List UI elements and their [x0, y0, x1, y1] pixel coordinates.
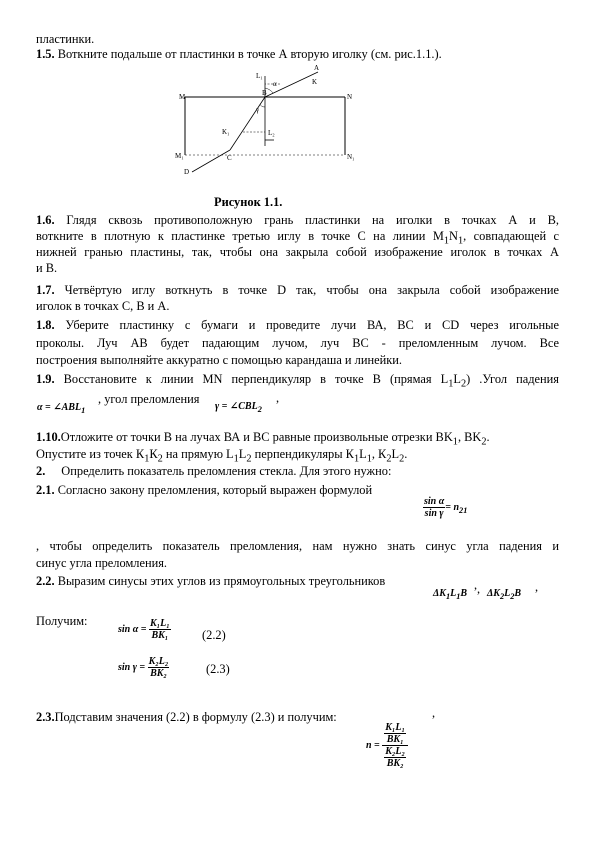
- paragraph-2-2: 2.2. Выразим синусы этих углов из прямоугольных треугольников: [36, 574, 386, 588]
- label-D: D: [184, 168, 190, 176]
- formula-snell: $\frac{\text{sin α}}{\text{sin γ}}$ = $n_{21}$: [424, 496, 468, 519]
- figure-caption: Рисунок 1.1.: [214, 195, 283, 209]
- paragraph-1-7-line-1: 1.7. Четвёртую иглу воткнуть в точке D так, чтобы она закрыла собой изображение: [36, 283, 559, 297]
- text-refraction-angle: , угол преломления: [98, 392, 200, 406]
- paragraph-2-1-line-2: , чтобы определить показатель преломления, нам нужно знать синус угла падения и: [36, 539, 559, 553]
- label-C: C: [227, 154, 232, 162]
- refracted-ray: [230, 97, 265, 150]
- label-L1: L₁: [256, 72, 263, 80]
- equation-number-2-3: (2.3): [206, 662, 230, 676]
- formula-gamma-def: $\gamma = \angle CBL_2$: [215, 401, 262, 414]
- label-K: K: [312, 78, 318, 86]
- paragraph-2-3: 2.3.Подставим значения (2.2) в формулу (2.3) и получим:: [36, 710, 337, 724]
- emergent-ray: [192, 150, 230, 172]
- label-N1: N₁: [347, 153, 355, 161]
- formula-sin-alpha: sin α = $\frac{\text{K₁L₁}}{\text{BK₁}}$: [118, 618, 170, 641]
- paragraph-1-7-line-2: иголок в точках С, В и А.: [36, 299, 170, 313]
- formula-triangle-1: $\Delta K_1L_1B$: [433, 588, 468, 601]
- label-L2: L₂: [268, 129, 275, 137]
- paragraph-1-8-line-2: проколы. Луч АВ будет падающим лучом, луч ВС - преломленным лучом. Все: [36, 336, 559, 350]
- paragraph-1-6-line-2: воткните в плотную к пластинке третью иглу в точке С на линии $М_1N_1$, совпадающей с: [36, 229, 560, 247]
- paragraph-2-1-line-1: 2.1. Согласно закону преломления, который выражен формулой: [36, 483, 373, 497]
- label-gamma: γ: [256, 106, 260, 114]
- figure-1-1: [170, 64, 360, 182]
- section-2: 2. Определить показатель преломления стекла. Для этого нужно:: [36, 464, 392, 478]
- comma: ,: [535, 580, 539, 594]
- paragraph-1-6-line-1: 1.6. Глядя сквозь противоположную грань пластинки на иголки в точках А и В,: [36, 213, 559, 227]
- text-line: пластинки.: [36, 32, 95, 46]
- paragraph-1-8-line-1: 1.8. Уберите пластинку с бумаги и проведите лучи ВА, ВС и CD через игольные: [36, 318, 559, 332]
- equation-number-2-2: (2.2): [202, 628, 226, 642]
- angle-gamma-arc: [260, 104, 265, 107]
- paragraph-1-10-line-2: Опустите из точек $К_1К_2$ на прямую $L_1L_2$ перпендикуляры $К_1L_1$, $К_2L_2$.: [36, 447, 408, 465]
- formula-triangle-2: $\Delta K_2L_2B$: [487, 588, 522, 601]
- label-N: N: [347, 93, 353, 101]
- paragraph-1-5: 1.5. Воткните подальше от пластинки в точке А вторую иголку (см. рис.1.1.).: [36, 47, 442, 61]
- label-B: B: [262, 89, 267, 97]
- label-A: A: [314, 64, 320, 72]
- label-K1: K₁: [222, 128, 230, 136]
- comma: ,: [432, 706, 436, 720]
- formula-sin-gamma: sin γ = $\frac{\text{K₂L₂}}{\text{BK₂}}$: [118, 656, 169, 679]
- text-got: Получим:: [36, 614, 88, 628]
- comma: ,: [477, 582, 481, 596]
- label-M: M: [179, 93, 186, 101]
- formula-alpha-def: $\alpha = \angle ABL_1$: [37, 402, 86, 415]
- comma: ,: [474, 578, 478, 592]
- label-alpha: α: [273, 80, 277, 88]
- formula-n: n = $\frac{\frac{\text{K₁L₁}}{\text{BK₁}}}{\frac{\text{K₂L₂}}{\text{BK₂}}}$: [366, 722, 408, 769]
- paragraph-2-1-line-3: синус угла преломления.: [36, 556, 168, 570]
- item-number: 1.5.: [36, 47, 55, 61]
- comma: ,: [276, 391, 280, 405]
- paragraph-1-6-line-3: нижней гранью пластины, так, чтобы она закрыла собой изображение иголок в точках А: [36, 245, 559, 259]
- paragraph-1-8-line-3: построения выполняйте аккуратно с помощью карандаша и линейки.: [36, 353, 402, 367]
- paragraph-1-6-line-4: и В.: [36, 261, 58, 275]
- paragraph-1-9-line-1: 1.9. Восстановите к линии MN перпендикуляр в точке B (прямая $L_1L_2$) .Угол падения: [36, 372, 559, 390]
- label-M1: M₁: [175, 152, 184, 160]
- paragraph-1-10-line-1: 1.10.Отложите от точки В на лучах ВА и ВС равные произвольные отрезки $ВK_1$, $ВK_2$.: [36, 430, 490, 448]
